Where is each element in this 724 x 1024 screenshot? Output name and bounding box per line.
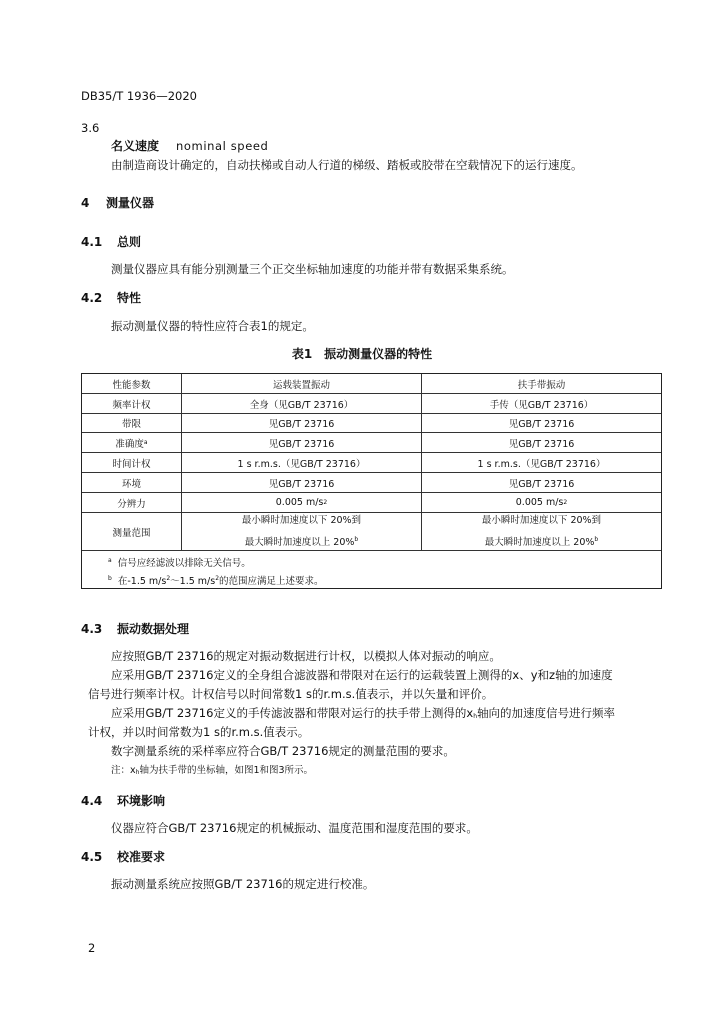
section-4-5-title: 校准要求 — [117, 850, 166, 864]
table-cell — [422, 493, 661, 512]
table-footnote-b — [108, 572, 324, 588]
section-4-3-title: 振动数据处理 — [117, 622, 190, 636]
section-4-5-text: 振动测量系统应按照GB/T 23716的规定进行校准。 — [111, 877, 375, 891]
term-definition: 由制造商设计确定的，自动扶梯或自动人行道的梯级、踏板或胶带在空载情况下的运行速度。 — [111, 158, 583, 172]
header-cell: 扶手带振动 — [517, 379, 566, 391]
range-line-2: 最大瞬时加速度以上 20% — [244, 537, 355, 548]
table-cell: 1 s r.m.s.（见GB/T 23716） — [477, 458, 606, 470]
footnote-b-pre: 在-1.5 m/s — [117, 576, 167, 587]
doc-id-header: DB35/T 1936—2020 — [81, 89, 197, 103]
table-row — [82, 473, 661, 493]
section-4-4-title: 环境影响 — [117, 794, 166, 808]
section-4-1-number: 4.1 — [81, 235, 103, 249]
section-4-4-text: 仪器应符合GB/T 23716规定的机械振动、温度范围和湿度范围的要求。 — [111, 821, 478, 835]
table-row — [82, 513, 661, 551]
range-line-2-wrap — [485, 530, 598, 552]
superscript-2: 2 — [166, 575, 171, 582]
subscript-h: h — [473, 713, 478, 720]
table-cell: 见GB/T 23716 — [182, 473, 422, 492]
range-line-1: 最小瞬时加速度以下 20%到 — [241, 515, 362, 526]
range-line-2-wrap — [245, 530, 358, 552]
table-cell: 1 s r.m.s.（见GB/T 23716） — [182, 453, 422, 472]
section-4-3-p2a: 应采用GB/T 23716定义的全身组合滤波器和带限对在运行的运载装置上测得的x、y和z轴的加速度 — [111, 668, 613, 682]
table-cell: 分辨力 — [82, 493, 182, 512]
section-4-number: 4 — [81, 196, 90, 210]
table-caption: 表1 振动测量仪器的特性 — [291, 347, 433, 361]
page-number: 2 — [88, 941, 96, 955]
section-4-4-number: 4.4 — [81, 794, 103, 808]
note-post: 轴为扶手带的坐标轴，如图1和图3所示。 — [139, 765, 314, 776]
superscript-2: 2 — [323, 499, 328, 506]
table-cell — [422, 513, 661, 550]
table-cell: 全身（见GB/T 23716） — [182, 394, 422, 413]
note-pre: 注：x — [111, 765, 136, 776]
table-row — [82, 414, 661, 433]
table-cell: 见GB/T 23716 — [182, 414, 422, 432]
footnote-b-post: 的范围应满足上述要求。 — [219, 576, 324, 587]
footnote-mark: a — [143, 439, 148, 446]
section-4-3-p3b: 计权，并以时间常数为1 s的r.m.s.值表示。 — [88, 725, 310, 739]
section-4-3-p2b: 信号进行频率计权。计权信号以时间常数1 s的r.m.s.值表示，并以矢量和评价。 — [88, 687, 494, 701]
section-4-3-p1: 应按照GB/T 23716的规定对振动数据进行计权，以模拟人体对振动的响应。 — [111, 649, 501, 663]
subscript-h: h — [135, 769, 140, 776]
section-4-3-p4: 数字测量系统的采样率应符合GB/T 23716规定的测量范围的要求。 — [111, 744, 455, 758]
table-cell: 见GB/T 23716 — [508, 419, 575, 430]
table-cell: 见GB/T 23716 — [182, 433, 422, 452]
table-row — [82, 493, 661, 513]
table-cell: 测量范围 — [82, 513, 182, 550]
table-cell: 手传（见GB/T 23716） — [489, 399, 594, 411]
table-row — [82, 453, 661, 473]
header-cell: 性能参数 — [82, 374, 182, 393]
footnote-mark: b — [594, 536, 599, 543]
cell-text: 0.005 m/s — [275, 497, 324, 508]
footnote-mark: b — [108, 575, 112, 582]
table-cell — [182, 513, 422, 550]
section-4-1-text: 测量仪器应具有能分别测量三个正交坐标轴加速度的功能并带有数据采集系统。 — [111, 262, 514, 276]
footnote-a-text: 信号应经滤波以排除无关信号。 — [117, 558, 251, 569]
term-en: nominal speed — [176, 139, 269, 153]
section-3-6-number: 3.6 — [81, 121, 100, 135]
table-cell: 见GB/T 23716 — [508, 438, 575, 450]
section-4-1-title: 总则 — [117, 235, 142, 249]
section-4-3-note — [111, 764, 313, 779]
range-line-1: 最小瞬时加速度以下 20%到 — [481, 515, 602, 526]
range-line-2: 最大瞬时加速度以上 20% — [484, 537, 595, 548]
table-cell — [182, 493, 422, 512]
table-row — [82, 394, 661, 414]
section-4-2-title: 特性 — [117, 291, 142, 305]
section-4-3-number: 4.3 — [81, 622, 103, 636]
table-cell: 环境 — [82, 473, 182, 492]
term-zh: 名义速度 — [111, 139, 160, 153]
footnote-mark: b — [354, 536, 359, 543]
table-cell: 时间计权 — [82, 453, 182, 472]
p3a-post: 轴向的加速度信号进行频率 — [477, 706, 616, 720]
section-4-2-text: 振动测量仪器的特性应符合表1的规定。 — [111, 319, 314, 333]
footnote-mark: a — [108, 557, 112, 564]
table-header-row — [82, 374, 661, 394]
superscript-2: 2 — [563, 499, 568, 506]
footnote-b-mid: ～1.5 m/s — [170, 576, 216, 587]
table-cell: 频率计权 — [82, 394, 182, 413]
table-cell: 带限 — [82, 414, 182, 432]
characteristics-table — [81, 373, 662, 589]
section-4-5-number: 4.5 — [81, 850, 103, 864]
section-4-title: 测量仪器 — [106, 196, 155, 210]
section-4-2-number: 4.2 — [81, 291, 103, 305]
p3a-pre: 应采用GB/T 23716定义的手传滤波器和带限对运行的扶手带上测得的x — [111, 706, 474, 720]
header-cell: 运载装置振动 — [182, 374, 422, 393]
table-row — [82, 433, 661, 453]
superscript-2: 2 — [215, 575, 220, 582]
table-cell: 见GB/T 23716 — [508, 478, 575, 490]
cell-text: 0.005 m/s — [515, 497, 564, 508]
section-4-3-p3a — [111, 705, 615, 725]
table-footnote-a — [108, 554, 251, 570]
cell-text: 准确度 — [115, 438, 144, 450]
table-cell — [82, 433, 182, 452]
